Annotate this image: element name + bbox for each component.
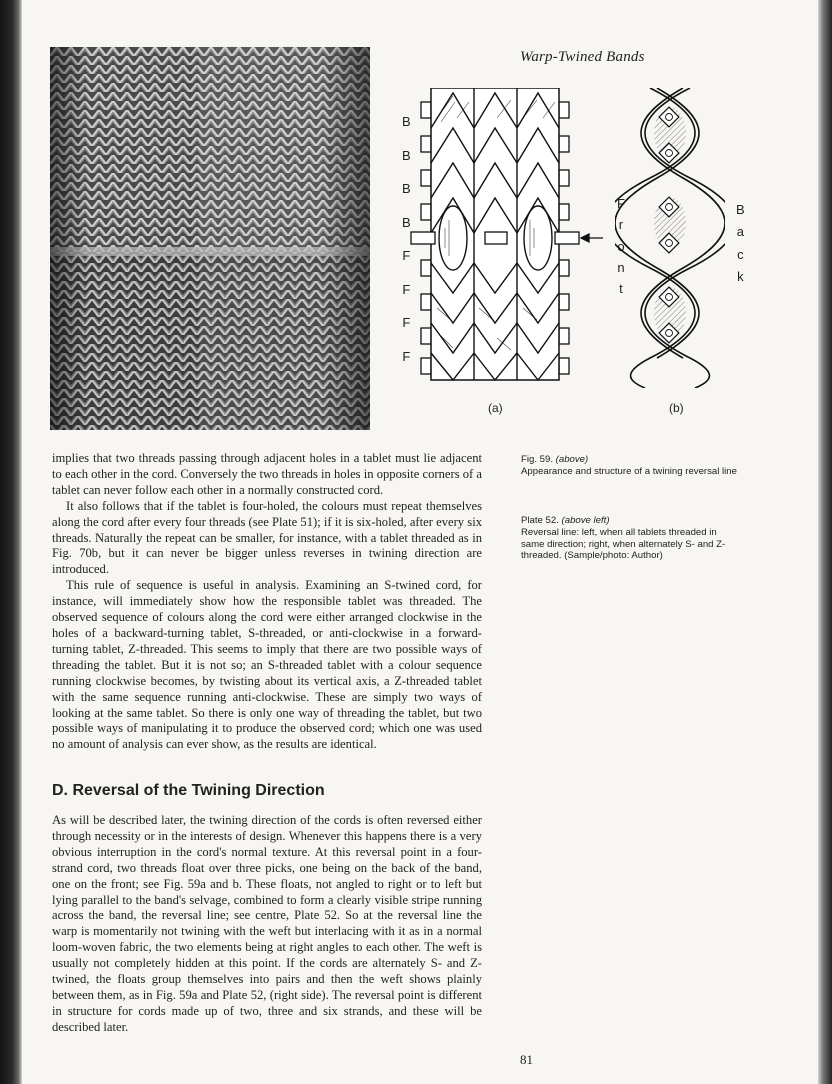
figure-59b-diagram [615, 88, 725, 388]
back-letters [736, 202, 745, 284]
caption-note: (above left) [561, 515, 610, 526]
side-letter: F [402, 348, 411, 364]
front-letter: o [617, 238, 625, 254]
side-letter: F [402, 281, 411, 297]
side-letter: B [402, 147, 411, 163]
side-letter: B [402, 214, 411, 230]
back-letter: a [736, 224, 744, 240]
back-letter: B [736, 202, 745, 217]
plate-52-photo [50, 47, 370, 430]
paragraph: implies that two threads passing through adjacent holes in a tablet must lie adjacent to each other in the cord. Conversely the two threads in holes in opposite corners of a tablet can never follow each other in a normally constructed cord. [52, 451, 482, 497]
paragraph: As will be described later, the twining direction of the cords is often reversed either through necessity or in the interests of design. Whenever this happens there is a very obvious interruption in the cord's normal texture. At this reversal point in a four-strand cord, two threads float over three picks, one being on the back of the band, one on the front; see Fig. 59a and b. These floats, not angled to right or to left but lying parallel to the band's selvage, combined to form a clearly visible stripe running across the band, the reversal line; see centre, Plate 52. So at the reversal line the warp is momentarily not twining with the weft but interlacing with it as in a normal loom-woven fabric, the two elements being at right angles to each other. The weft is usually not completely hidden at this point. If the cords are alternately S- and Z-twined, the floats group themselves into pairs and then the weft shows plainly between them, as in Fig. 59a and Plate 52, (right side). The reversal point is different in structure for cords made up of two, three and six strands, and these will be described later. [52, 813, 482, 1034]
paragraph: It also follows that if the tablet is four-holed, the colours must repeat themselves along the cord after every four threads (see Plate 51); if it is six-holed, after every six threads. Naturally the repeat can be smaller, for instance, with a tablet threaded as in Fig. 70b, but it can never be bigger unless reverses in twining direction are introduced. [52, 498, 482, 577]
side-letter: F [402, 248, 411, 264]
caption-text: Reversal line: left, when all tablets threaded in same direction; right, when alternately S- and Z-threaded. (Sample/photo: Author) [521, 526, 726, 562]
side-letter: B [402, 114, 411, 129]
back-letter: k [737, 268, 744, 284]
fig59-caption [521, 454, 741, 478]
caption-heading [521, 515, 741, 527]
scan-left-edge [0, 0, 22, 1084]
figure-59a-diagram [397, 88, 607, 418]
page-number: 81 [520, 1052, 533, 1067]
scan-right-edge [818, 0, 832, 1084]
caption-note: (above) [555, 454, 589, 465]
body-text-upper [52, 451, 482, 753]
caption-text: Appearance and structure of a twining reversal line [521, 465, 737, 477]
side-letter: B [402, 181, 411, 197]
plate52-caption [521, 515, 741, 562]
figure-b-label: (b) [669, 401, 684, 415]
side-letter: F [402, 315, 411, 331]
figure-a-label: (a) [488, 401, 503, 415]
caption-heading [521, 454, 741, 466]
paragraph: This rule of sequence is useful in analysis. Examining an S-twined cord, for instance, will immediately show how the responsible tablet was threaded. The observed sequence of colours along the cord were either arranged clockwise in the holes of a backward-turning tablet, S-threaded, or anti-clockwise in a forward-turning tablet, Z-threaded. This seems to imply that there are two possible ways of threading the tablet. But it is not so; an S-threaded tablet with a colour sequence running clockwise becomes, by twisting about its vertical axis, a Z-threaded tablet with the same sequence running anti-clockwise. These are simply two ways of looking at the same tablet. So there is only one way of threading the tablet, but two possible ways of manipulating it to produce the observed cord; which one was used no amount of analysis can ever show, as the results are identical. [52, 578, 482, 752]
body-text-lower [52, 813, 482, 1036]
front-letter: n [617, 259, 625, 275]
front-letter: F [617, 196, 625, 211]
caption-label: Fig. 59. [521, 454, 553, 465]
section-heading: D. Reversal of the Twining Direction [52, 782, 325, 799]
front-letter: r [618, 217, 624, 233]
caption-label: Plate 52. [521, 515, 559, 526]
front-letter: t [619, 281, 623, 296]
back-letter: c [737, 246, 744, 262]
running-head: Warp-Twined Bands [520, 49, 645, 65]
